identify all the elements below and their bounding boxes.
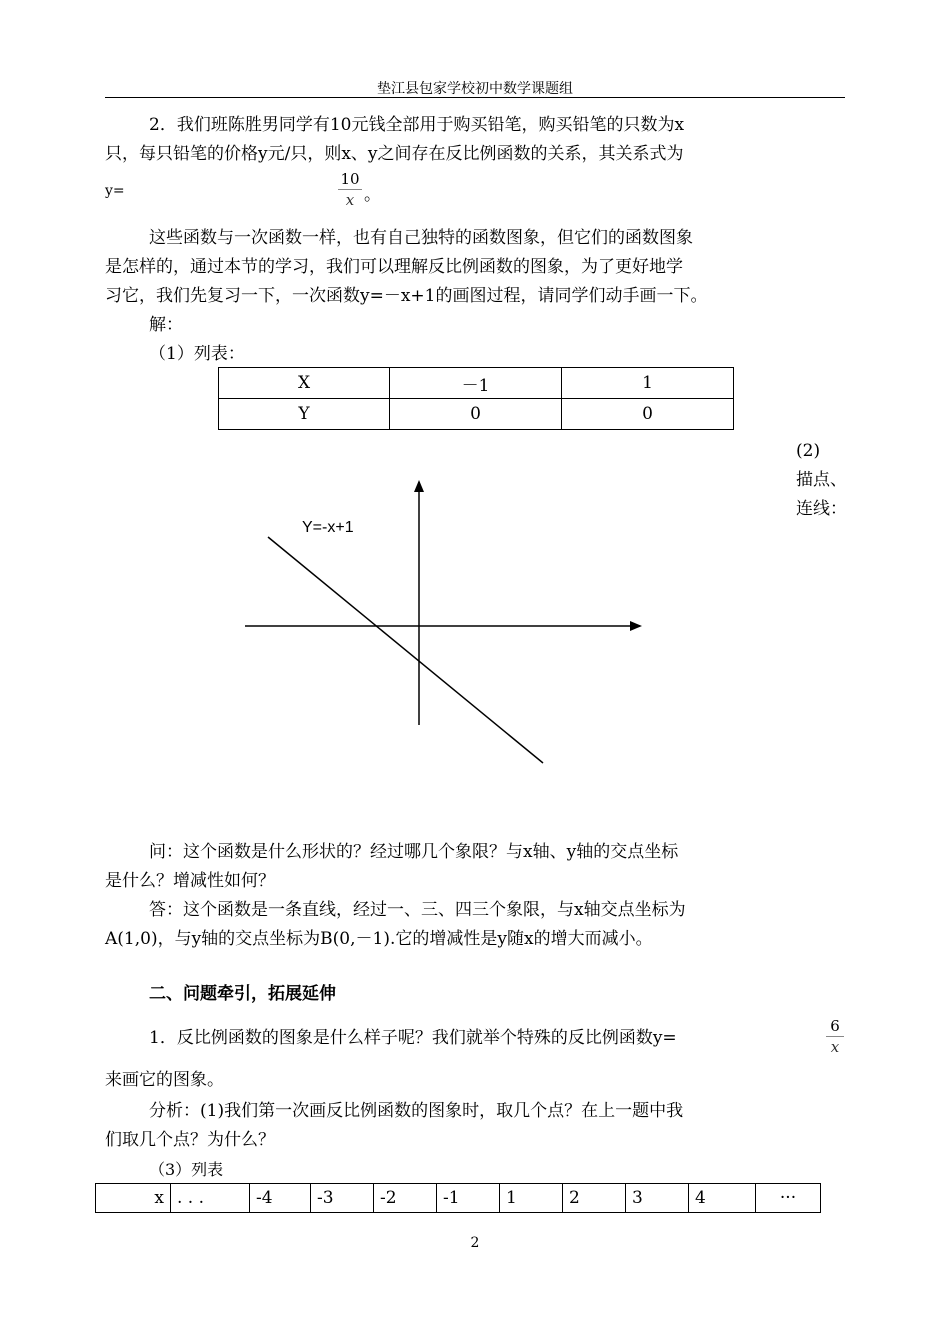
function-line (268, 537, 543, 763)
q1-line2: 来画它的图象。 (105, 1070, 224, 1090)
q1-line1: 1．反比例函数的图象是什么样子呢？我们就举个特殊的反比例函数y= (149, 1028, 677, 1048)
table-row (96, 1184, 821, 1213)
answer-line2: A(1,0)，与y轴的交点坐标为B(0,－1).它的增减性是y随x的增大而减小。 (105, 929, 653, 949)
fraction-bar (826, 1036, 844, 1037)
step2-line2: 描点、 (796, 470, 847, 490)
table-row (219, 399, 734, 430)
table-cell: -3 (311, 1184, 374, 1213)
table-cell: －1 (390, 368, 562, 399)
header-rule (105, 97, 845, 98)
table-row (219, 368, 734, 399)
intro-line1: 这些函数与一次函数一样，也有自己独特的函数图象，但它们的函数图象 (149, 228, 693, 248)
step2-line1: (2) (796, 441, 821, 461)
question-line2: 是什么？增减性如何？ (105, 871, 275, 891)
section2-title: 二、问题牵引，拓展延伸 (149, 984, 336, 1004)
table-cell: -2 (374, 1184, 437, 1213)
step1-label: （1）列表： (149, 344, 245, 364)
table-cell: x (96, 1184, 171, 1213)
intro-line2: 是怎样的，通过本节的学习，我们可以理解反比例函数的图象，为了更好地学 (105, 257, 683, 277)
table-xy (218, 367, 734, 430)
table-cell: 0 (562, 399, 734, 430)
page-number: 2 (470, 1235, 480, 1251)
table-reciprocal (95, 1183, 821, 1213)
table-cell: 2 (563, 1184, 626, 1213)
linear-function-graph (230, 470, 660, 780)
question-line1: 问：这个函数是什么形状的？经过哪几个象限？与x轴、y轴的交点坐标 (149, 842, 679, 862)
fraction-6-over-x (826, 1017, 844, 1056)
table-cell: -4 (250, 1184, 311, 1213)
table-cell: -1 (437, 1184, 500, 1213)
page-header: 垫江县包家学校初中数学课题组 (377, 81, 573, 97)
analysis-line2: 们取几个点？为什么？ (105, 1130, 275, 1150)
step3-label: （3）列表 (149, 1160, 224, 1179)
fraction-numerator: 6 (830, 1017, 840, 1035)
table-cell: 4 (689, 1184, 756, 1213)
fraction-numerator: 10 (340, 170, 360, 188)
para2-line1: 2．我们班陈胜男同学有10元钱全部用于购买铅笔，购买铅笔的只数为x (149, 115, 685, 135)
table-cell: 1 (562, 368, 734, 399)
solve-label: 解： (149, 315, 183, 335)
para2-period: 。 (364, 185, 381, 205)
table-cell: 1 (500, 1184, 563, 1213)
table-cell: X (219, 368, 390, 399)
analysis-line1: 分析：(1)我们第一次画反比例函数的图象时，取几个点？在上一题中我 (149, 1101, 684, 1121)
fraction-denominator: x (345, 191, 355, 209)
table-cell: 0 (390, 399, 562, 430)
table-cell: Y (219, 399, 390, 430)
table-cell: ··· (756, 1184, 821, 1213)
intro-line3: 习它，我们先复习一下，一次函数y=－x+1的画图过程，请同学们动手画一下。 (105, 286, 708, 306)
step2-line3: 连线： (796, 499, 847, 519)
graph-label: Y=-x+1 (302, 519, 354, 536)
answer-line1: 答：这个函数是一条直线，经过一、三、四三个象限，与x轴交点坐标为 (149, 900, 686, 920)
fraction-bar (338, 189, 362, 190)
para2-y-eq: y= (105, 183, 125, 199)
fraction-10-over-x (338, 170, 362, 209)
para2-line2: 只，每只铅笔的价格y元/只，则x、y之间存在反比例函数的关系，其关系式为 (105, 144, 684, 164)
table-cell: 3 (626, 1184, 689, 1213)
step2-label (796, 437, 847, 524)
table-cell: . . . (171, 1184, 250, 1213)
fraction-denominator: x (830, 1038, 840, 1056)
